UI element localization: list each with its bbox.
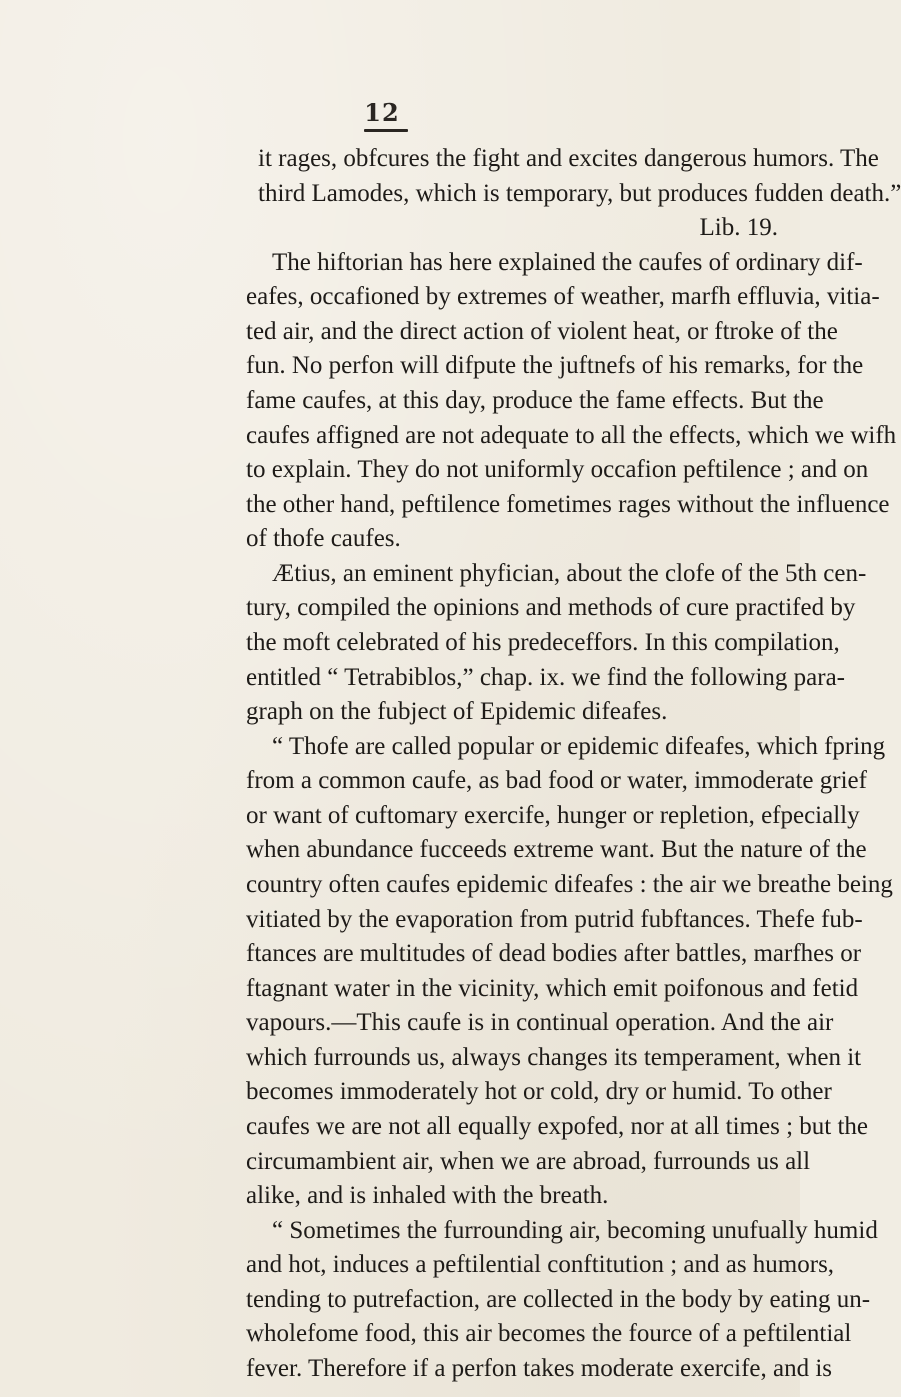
text-line: caufes we are not all equally expofed, nor at all times ; but the xyxy=(246,1113,868,1140)
text-line: fun. No perfon will difpute the juftnefs of his remarks, for the xyxy=(246,352,864,379)
text-line: of thofe caufes. xyxy=(246,525,401,552)
text-line: vitiated by the evaporation from putrid fubftances. Thefe fub- xyxy=(246,906,863,933)
text-line: ftances are multitudes of dead bodies after battles, marfhes or xyxy=(246,940,862,967)
header-rule xyxy=(364,129,408,132)
text-line: or want of cuftomary exercife, hunger or repletion, efpecially xyxy=(246,802,860,829)
text-line: The hiftorian has here explained the caufes of ordinary dif- xyxy=(272,249,863,276)
text-line: it rages, obfcures the fight and excites dangerous humors. The xyxy=(258,145,879,172)
text-line: becomes immoderately hot or cold, dry or humid. To other xyxy=(246,1078,832,1105)
text-line: which furrounds us, always changes its temperament, when it xyxy=(246,1044,862,1071)
text-line: wholefome food, this air becomes the fource of a peftilential xyxy=(246,1320,852,1347)
text-line: fame caufes, at this day, produce the fame effects. But the xyxy=(246,387,824,414)
text-line: ftagnant water in the vicinity, which emit poifonous and fetid xyxy=(246,975,859,1002)
text-line: fever. Therefore if a perfon takes moderate exercife, and is xyxy=(246,1355,833,1382)
text-line: “ Sometimes the furrounding air, becoming unufually humid xyxy=(272,1217,878,1244)
text-line: the moft celebrated of his predeceffors. In this compilation, xyxy=(246,629,840,656)
text-line: and hot, induces a peftilential conftitution ; and as humors, xyxy=(246,1251,835,1278)
text-line: vapours.—This caufe is in continual operation. And the air xyxy=(246,1009,834,1036)
page-number: 12 xyxy=(364,98,400,127)
text-line: graph on the fubject of Epidemic difeafes. xyxy=(246,698,668,725)
text-line: from a common caufe, as bad food or water, immoderate grief xyxy=(246,767,867,794)
text-line: “ Thofe are called popular or epidemic difeafes, which fpring xyxy=(272,733,886,760)
text-line: tending to putrefaction, are collected in the body by eating un- xyxy=(246,1286,871,1313)
text-line: country often caufes epidemic difeafes : the air we breathe being xyxy=(246,871,893,898)
text-line: caufes affigned are not adequate to all the effects, which we wifh xyxy=(246,422,897,449)
text-line: when abundance fucceeds extreme want. But the nature of the xyxy=(246,836,867,863)
text-line: entitled “ Tetrabiblos,” chap. ix. we find the following para- xyxy=(246,664,845,691)
text-line: to explain. They do not uniformly occafion peftilence ; and on xyxy=(246,456,869,483)
text-line: the other hand, peftilence fometimes rages without the influence xyxy=(246,491,890,518)
text-line: ted air, and the direct action of violent heat, or ftroke of the xyxy=(246,318,838,345)
text-line: eafes, occafioned by extremes of weather, marfh effluvia, vitia- xyxy=(246,283,880,310)
text-line: Ætius, an eminent phyfician, about the clofe of the 5th cen- xyxy=(272,560,867,587)
text-line: Lib. 19. xyxy=(699,214,778,241)
text-line: third Lamodes, which is temporary, but produces fudden death.” xyxy=(258,180,901,207)
text-line: tury, compiled the opinions and methods of cure practifed by xyxy=(246,594,856,621)
text-line: circumambient air, when we are abroad, furrounds us all xyxy=(246,1148,811,1175)
text-line: alike, and is inhaled with the breath. xyxy=(246,1182,609,1209)
